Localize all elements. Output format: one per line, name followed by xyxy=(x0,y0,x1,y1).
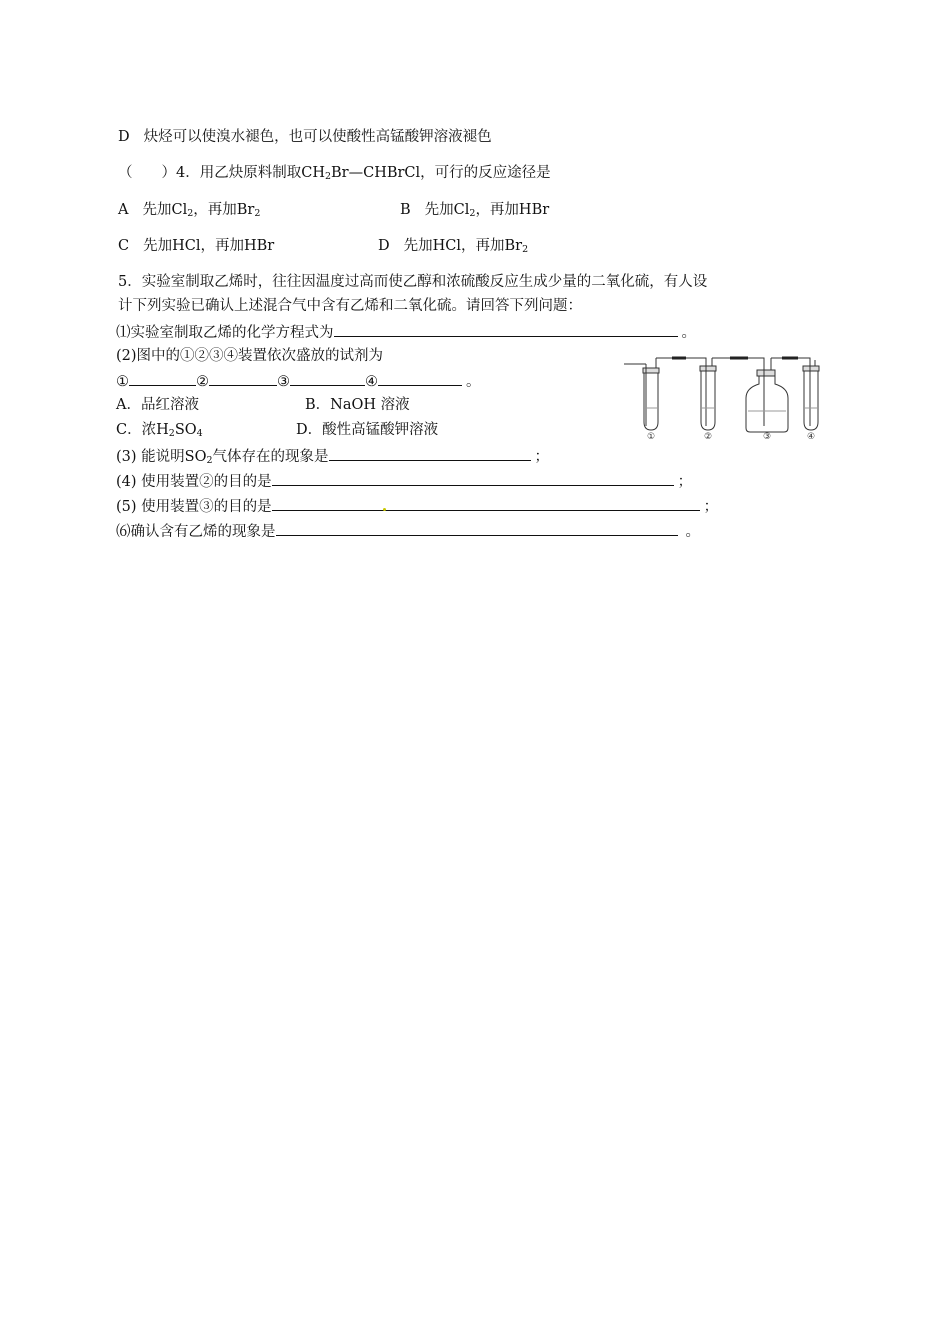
apparatus-label-3: ③ xyxy=(762,432,772,440)
q4-option-c: C 先加HCl，再加HBr xyxy=(118,238,275,254)
reagent-a: A．品红溶液 xyxy=(116,397,199,413)
apparatus-1 xyxy=(643,358,659,430)
q4-option-d: D 先加HCl，再加$Br_2$ xyxy=(378,238,529,255)
answer-blank-1[interactable] xyxy=(334,321,678,337)
option-text: 炔烃可以使溴水褪色，也可以使酸性高锰酸钾溶液褪色 xyxy=(143,129,492,145)
answer-paren: （ ） xyxy=(118,165,176,181)
connector-2-3 xyxy=(712,358,764,370)
apparatus-label-2: ② xyxy=(703,432,713,440)
apparatus-label-4: ④ xyxy=(806,432,816,440)
q4-option-b: B 先加$Cl_2$，再加HBr xyxy=(400,202,550,219)
apparatus-4 xyxy=(803,360,819,430)
slot-blank-4[interactable] xyxy=(378,370,462,386)
q5-part2: (2)图中的①②③④装置依次盛放的试剂为 xyxy=(116,348,384,364)
q4-option-a: A 先加$Cl_2$，再加$Br_2$ xyxy=(118,202,261,219)
q4-stem: （ ）4．用乙炔原料制取$CH_2Br—CHBrCl$，可行的反应途径是 xyxy=(118,165,551,182)
reagent-c: C．浓$H_2SO_4$ xyxy=(116,422,203,439)
answer-blank-5[interactable] xyxy=(272,495,700,511)
q5-part5: (5) 使用装置③的目的是 ； xyxy=(116,495,718,517)
q3-option-d xyxy=(118,127,492,147)
apparatus-2 xyxy=(700,358,716,430)
slot-blank-3[interactable] xyxy=(290,370,365,386)
answer-blank-6[interactable] xyxy=(276,520,678,536)
gas-washing-apparatus-diagram xyxy=(622,356,834,440)
q5-part6: ⑹确认含有乙烯的现象是 。 xyxy=(116,520,700,542)
option-label: D xyxy=(118,129,130,145)
q5-stem-line1: 5．实验室制取乙烯时，往往因温度过高而使乙醇和浓硫酸反应生成少量的二氧化硫，有人设 xyxy=(118,274,708,290)
apparatus-3 xyxy=(746,358,788,432)
q5-slots: ① ② ③ ④ 。 xyxy=(116,370,481,392)
slot-blank-2[interactable] xyxy=(209,370,277,386)
answer-blank-4[interactable] xyxy=(272,470,674,486)
q5-part4: (4) 使用装置②的目的是 ； xyxy=(116,470,692,492)
stray-mark xyxy=(383,508,386,511)
reagent-d: D．酸性高锰酸钾溶液 xyxy=(296,422,439,438)
q5-part1: ⑴实验室制取乙烯的化学方程式为 。 xyxy=(116,321,696,343)
reagent-b: B．NaOH 溶液 xyxy=(305,397,410,413)
q5-part3: (3) 能说明$SO_2$气体存在的现象是 ； xyxy=(116,445,549,467)
slot-blank-1[interactable] xyxy=(129,370,196,386)
q5-stem-line2: 计下列实验已确认上述混合气中含有乙烯和二氧化硫。请回答下列问题： xyxy=(118,298,582,314)
answer-blank-3[interactable] xyxy=(329,445,531,461)
apparatus-label-1: ① xyxy=(646,432,656,440)
